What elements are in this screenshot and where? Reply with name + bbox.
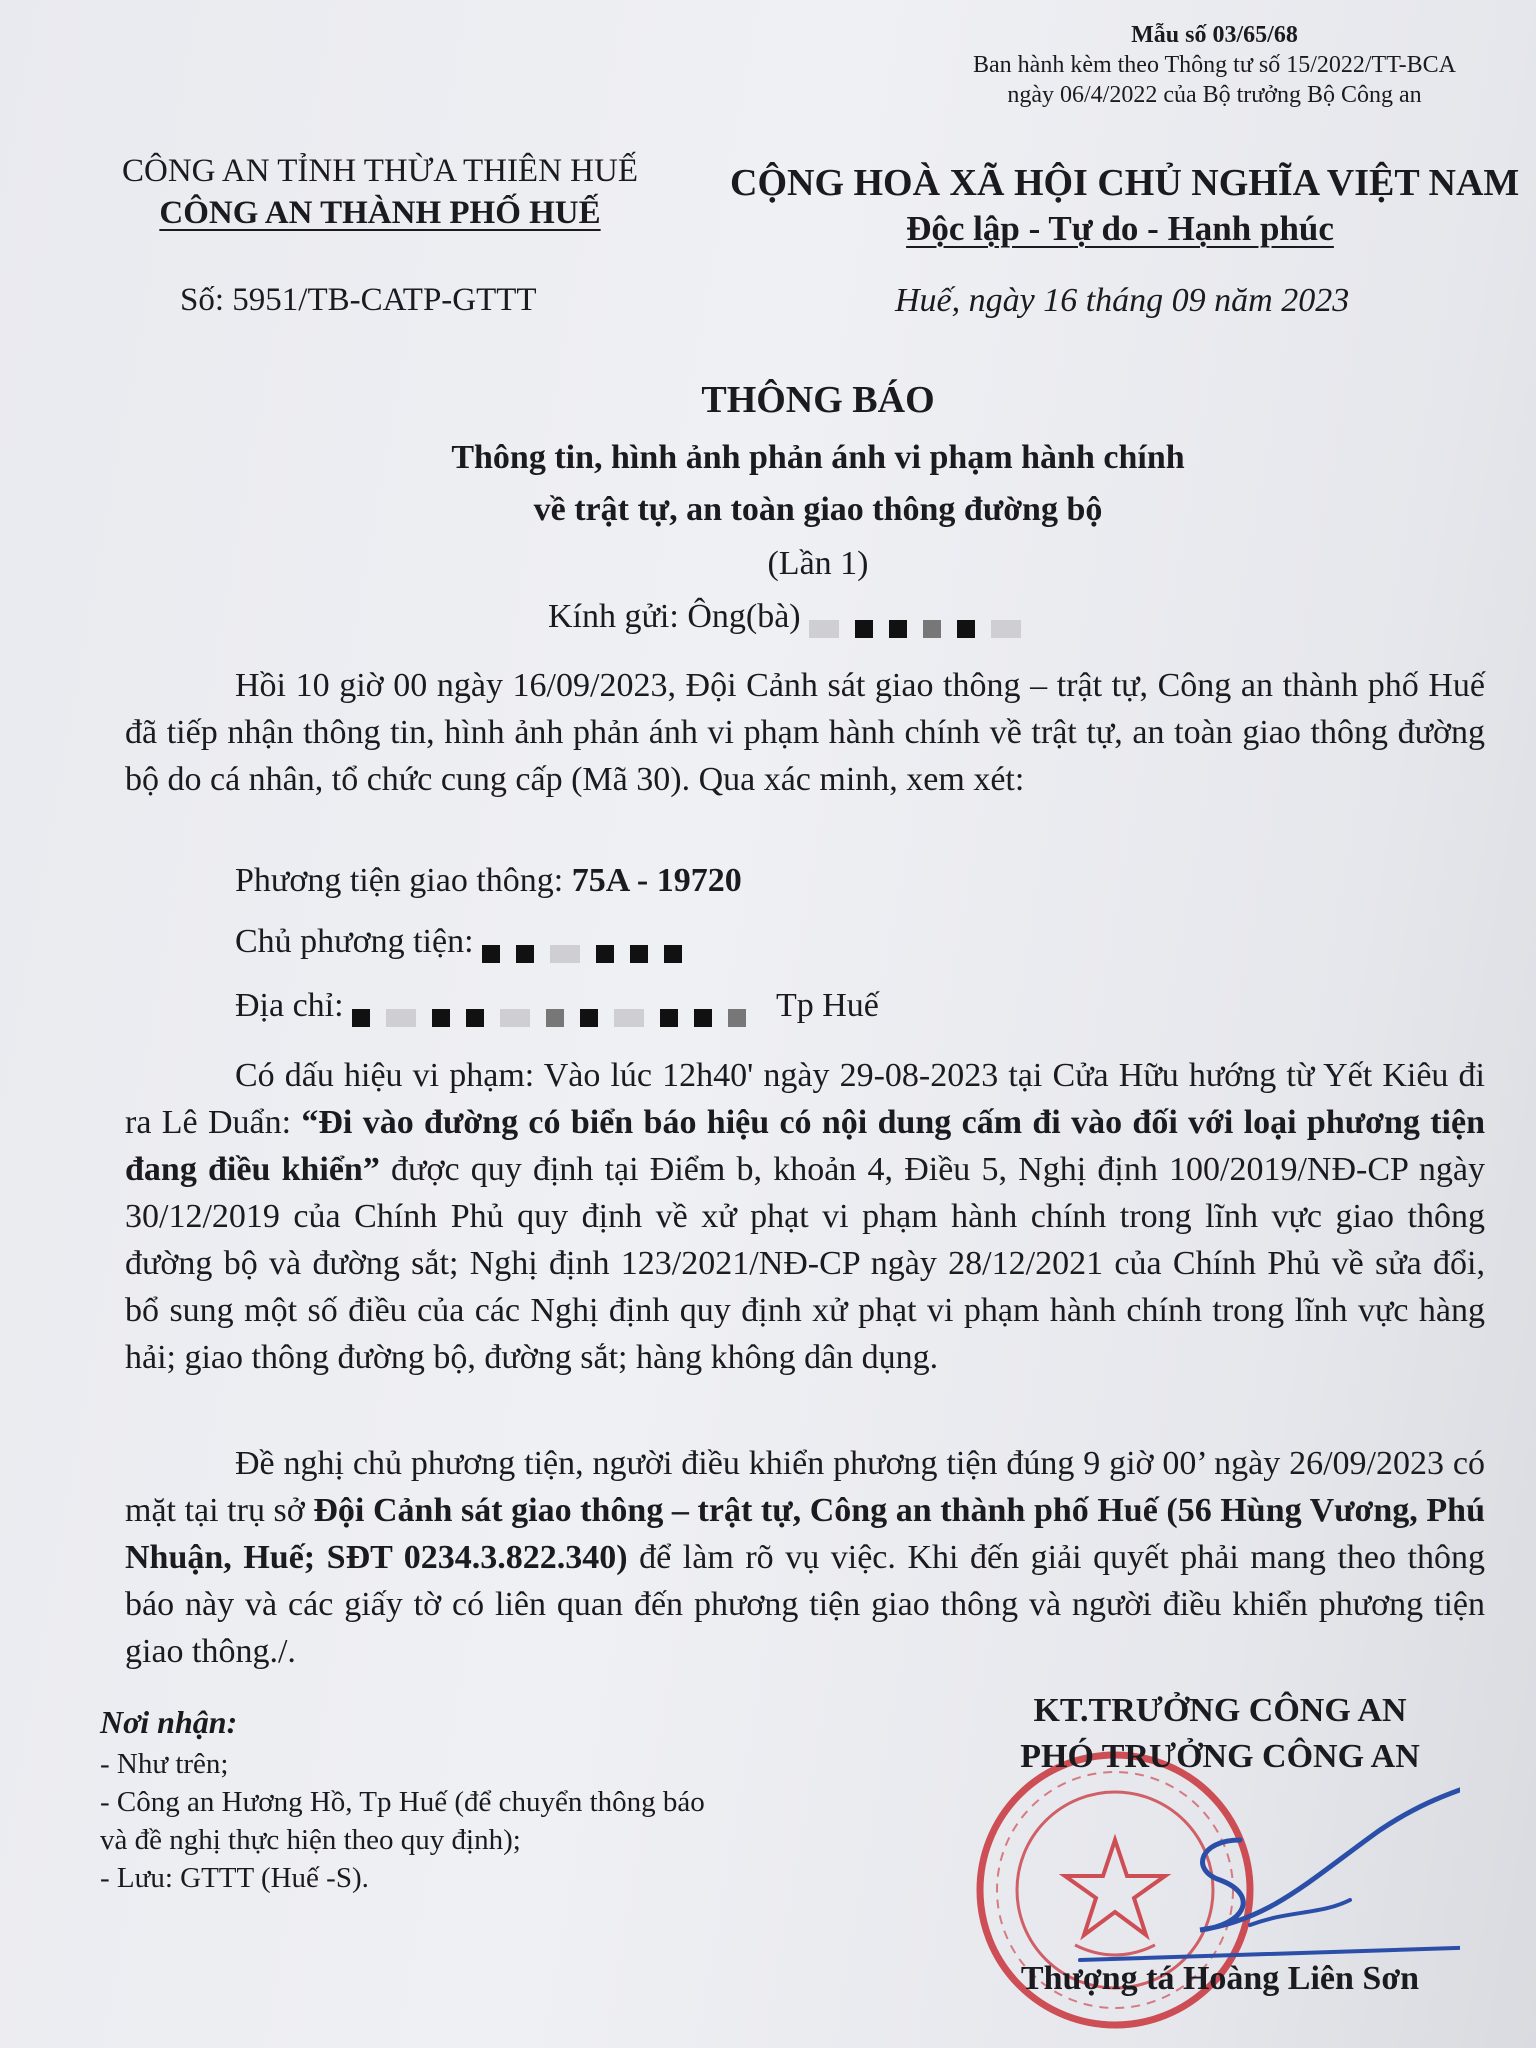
recipient-item: - Như trên; xyxy=(100,1748,229,1780)
form-code-line2: ngày 06/4/2022 của Bộ trưởng Bộ Công an xyxy=(1007,82,1422,108)
violation-paragraph xyxy=(125,1052,1485,1381)
request-part2: để làm rõ vụ việc. Khi đến giải quyết phải mang theo thông báo này và các giấy tờ có liên quan đến phương tiện giao thông và người điều khiển phương tiện giao thông./. xyxy=(125,1539,1486,1670)
intro-text: Hồi 10 giờ 00 ngày 16/09/2023, Đội Cảnh sát giao thông – trật tự, Công an thành phố Huế đã tiếp nhận thông tin, hình ảnh phản ánh vi phạm hành chính về trật tự, an toàn giao thông đường bộ do cá nhân, tổ chức cung cấp (Mã 30). Qua xác minh, xem xét: xyxy=(125,667,1485,798)
redacted-name xyxy=(809,608,1037,630)
agency-parent: CÔNG AN TỈNH THỪA THIÊN HUẾ xyxy=(121,153,638,189)
vehicle-plate: 75A - 19720 xyxy=(571,862,742,899)
document-date: Huế, ngày 16 tháng 09 năm 2023 xyxy=(895,282,1350,319)
violation-intro: Có dấu hiệu vi phạm: Vào lúc 12h40' ngày 29-08-2023 tại Cửa Hữu hướng từ Yết Kiêu đi ra Lê Duẩn: xyxy=(125,1057,1485,1141)
signature-title-block xyxy=(960,1688,1480,1780)
vehicle-line xyxy=(235,862,742,900)
form-code: Mẫu số 03/65/68 xyxy=(1131,22,1298,48)
recipient-item: và đề nghị thực hiện theo quy định); xyxy=(100,1824,521,1856)
country-name: CỘNG HOÀ XÃ HỘI CHỦ NGHĨA VIỆT NAM xyxy=(730,162,1520,204)
subtitle-line2: về trật tự, an toàn giao thông đường bộ xyxy=(533,491,1103,528)
redacted-owner xyxy=(482,933,698,955)
redacted-address xyxy=(352,997,762,1019)
document-title: THÔNG BÁO xyxy=(701,379,935,421)
national-motto: Độc lập - Tự do - Hạnh phúc xyxy=(906,209,1334,248)
form-code-block xyxy=(973,20,1456,110)
address-city: Tp Huế xyxy=(775,987,879,1024)
signature-title-line1: KT.TRƯỞNG CÔNG AN xyxy=(1033,1692,1407,1729)
attempt-number: (Lần 1) xyxy=(767,545,869,582)
owner-line xyxy=(235,923,704,961)
owner-label: Chủ phương tiện: xyxy=(235,923,474,960)
vehicle-label: Phương tiện giao thông: xyxy=(235,862,564,899)
agency-name: CÔNG AN THÀNH PHỐ HUẾ xyxy=(159,195,601,231)
recipients-block xyxy=(100,1703,705,1897)
greeting-label: Kính gửi: Ông(bà) xyxy=(548,598,801,635)
recipient-item: - Công an Hương Hồ, Tp Huế (để chuyển thông báo xyxy=(100,1786,705,1818)
national-header xyxy=(730,160,1520,252)
address-label: Địa chỉ: xyxy=(235,987,344,1024)
address-line xyxy=(235,987,879,1025)
agency-header xyxy=(80,150,680,234)
subtitle-line1: Thông tin, hình ảnh phản ánh vi phạm hành chính xyxy=(451,439,1185,476)
request-office: Đội Cảnh sát giao thông – trật tự, Công an thành phố Huế (56 Hùng Vương, Phú Nhuận, Huế; SĐT 0234.3.822.340) xyxy=(125,1492,1485,1576)
document-subtitle xyxy=(0,432,1536,536)
form-code-line1: Ban hành kèm theo Thông tư số 15/2022/TT-BCA xyxy=(973,52,1456,78)
violation-offense: “Đi vào đường có biển báo hiệu có nội dung cấm đi vào đối với loại phương tiện đang điều khiển” xyxy=(125,1104,1485,1188)
recipient-item: - Lưu: GTTT (Huế -S). xyxy=(100,1862,369,1894)
intro-paragraph xyxy=(125,662,1485,803)
signature-title-line2: PHÓ TRƯỞNG CÔNG AN xyxy=(1020,1738,1420,1775)
greeting-line xyxy=(548,598,1043,636)
signer-name: Thượng tá Hoàng Liên Sơn xyxy=(1020,1960,1420,1997)
document-number: Số: 5951/TB-CATP-GTTT xyxy=(180,282,537,318)
request-paragraph xyxy=(125,1440,1485,1675)
violation-legal-basis: được quy định tại Điểm b, khoản 4, Điều 5, Nghị định 100/2019/NĐ-CP ngày 30/12/2019 của Chính Phủ quy định về xử phạt vi phạm hành chính trong lĩnh vực giao thông đường bộ và đường sắt; Nghị định 123/2021/NĐ-CP ngày 28/12/2021 của Chính Phủ về sửa đổi, bổ sung một số điều của các Nghị định quy định xử phạt vi phạm hành chính trong lĩnh vực hàng hải; giao thông đường bộ, đường sắt; hàng không dân dụng. xyxy=(125,1151,1485,1376)
request-part1: Đề nghị chủ phương tiện, người điều khiển phương tiện đúng 9 giờ 00’ ngày 26/09/2023 có mặt tại trụ sở xyxy=(125,1445,1485,1529)
recipients-heading: Nơi nhận: xyxy=(100,1704,238,1740)
